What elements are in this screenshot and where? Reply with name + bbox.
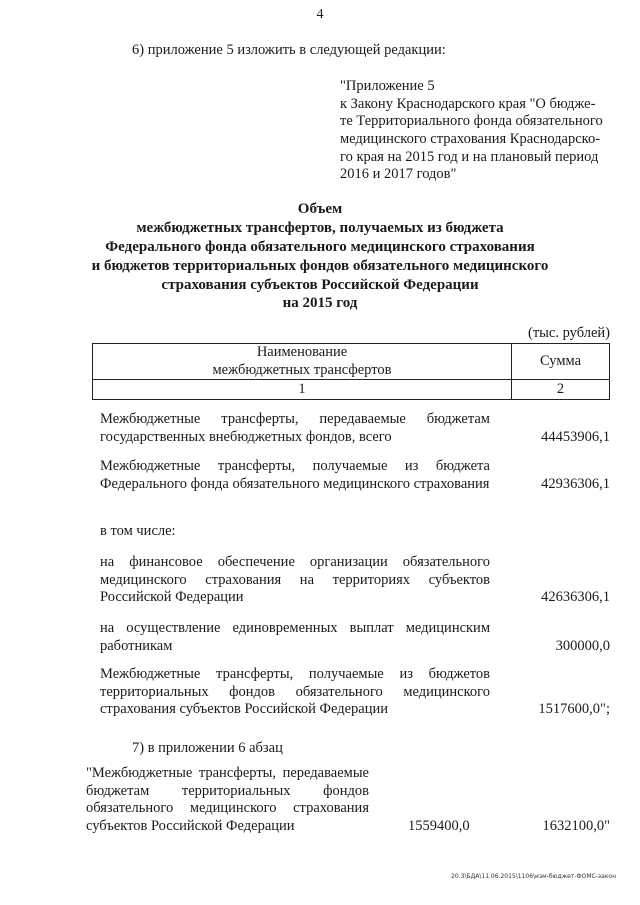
quote-value-2: 1632100,0" — [542, 818, 610, 835]
title-line: Объем — [297, 201, 343, 217]
header-name-cell — [93, 344, 512, 380]
intro-line: 6) приложение 5 изложить в следующей редакции: — [132, 42, 446, 58]
row-text: на осуществление единовременных выплат медицинским работникам — [100, 620, 490, 654]
table-row — [100, 458, 610, 493]
column-number-2: 2 — [512, 380, 610, 400]
row-text: Межбюджетные трансферты, передаваемые бюджетам государственных внебюджетных фондов, всего — [100, 411, 490, 445]
annex-line: те Территориального фонда обязательного — [340, 113, 603, 130]
title-line: и бюджетов территориальных фондов обязательного медицинского — [91, 257, 549, 274]
row-amount: 1517600,0"; — [538, 701, 610, 718]
row-text: в том числе: — [100, 523, 176, 539]
header-name-line: межбюджетных трансфертов — [212, 361, 392, 378]
header-sum-cell: Сумма — [512, 344, 610, 380]
document-title — [0, 200, 640, 313]
annex-line: 2016 и 2017 годов" — [340, 166, 457, 183]
title-line: на 2015 год — [282, 295, 358, 312]
table-row — [100, 523, 610, 541]
quoted-paragraph — [86, 765, 610, 836]
row-amount: 44453906,1 — [541, 428, 610, 445]
annex-line: к Закону Краснодарского края "О бюдже- — [340, 95, 596, 112]
quote-value-1: 1559400,0 — [408, 818, 470, 835]
annex-reference — [340, 78, 602, 184]
title-line: Федерального фонда обязательного медицинского страхования — [105, 238, 535, 255]
row-amount: 300000,0 — [555, 637, 610, 654]
table-row — [100, 411, 610, 446]
item-7-line: 7) в приложении 6 абзац — [132, 740, 283, 756]
annex-line: медицинского страхования Краснодарско- — [340, 131, 601, 148]
row-text: на финансовое обеспечение организации обязательного медицинского страхования на территориях субъектов Российской Федерации — [100, 554, 490, 606]
row-text: Межбюджетные трансферты, получаемые из бюджета Федерального фонда обязательного медицинского страхования — [100, 458, 490, 492]
header-name-line: Наименование — [256, 344, 348, 360]
title-line: страхования субъектов Российской Федерации — [161, 276, 479, 293]
annex-line: "Приложение 5 — [340, 78, 435, 94]
row-amount: 42936306,1 — [541, 475, 610, 492]
file-path-footer: 20.3\БДА\11.06.2015\1106\изм-бюджет-ФОМС-закон — [451, 873, 616, 880]
table-row — [100, 666, 610, 719]
row-amount: 42636306,1 — [541, 589, 610, 606]
table-row — [100, 554, 610, 607]
units-label: (тыс. рублей) — [528, 325, 610, 341]
quote-text: "Межбюджетные трансферты, передаваемые бюджетам территориальных фондов обязательного медицинского страхования субъектов Российской Федерации — [86, 765, 369, 835]
table-row — [100, 620, 610, 655]
annex-line: го края на 2015 год и на плановый период — [340, 148, 599, 165]
page-number: 4 — [316, 7, 324, 22]
column-number-1: 1 — [93, 380, 512, 400]
transfers-table-header — [92, 343, 610, 400]
title-line: межбюджетных трансфертов, получаемых из бюджета — [136, 219, 504, 236]
row-text: Межбюджетные трансферты, получаемые из бюджетов территориальных фондов обязательного медицинского страхования субъектов Российской Федерации — [100, 666, 490, 718]
